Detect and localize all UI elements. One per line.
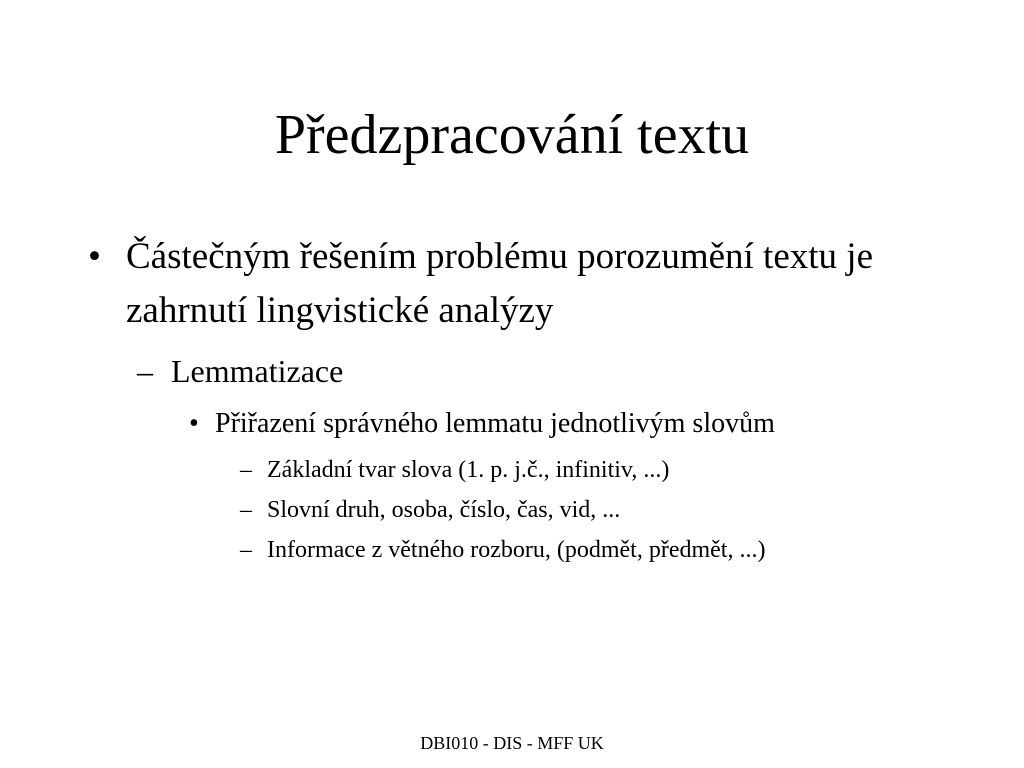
bullet-marker: •: [88, 236, 101, 277]
bullet-level-3: [189, 404, 775, 444]
bullet-text: Částečným řešením problému porozumění textu je zahrnutí lingvistické analýzy: [126, 236, 873, 331]
slide-title: Předzpracování textu: [274, 104, 750, 166]
bullet-text: Přiřazení správného lemmatu jednotlivým slovům: [215, 408, 775, 439]
dash-marker: –: [137, 353, 153, 389]
bullet-text: Informace z větného rozboru, (podmět, předmět, ...): [267, 537, 766, 563]
bullet-level-1: [88, 230, 968, 338]
bullet-level-2: [137, 348, 343, 394]
dash-marker: –: [240, 497, 252, 523]
bullet-level-4: [240, 453, 669, 487]
slide-footer: DBI010 - DIS - MFF UK: [420, 733, 604, 753]
bullet-level-4: [240, 533, 765, 567]
bullet-text: Lemmatizace: [171, 353, 344, 389]
dash-marker: –: [240, 537, 252, 563]
bullet-text: Základní tvar slova (1. p. j.č., infinitiv, ...): [267, 457, 670, 483]
bullet-level-4: [240, 493, 620, 527]
bullet-marker: •: [189, 408, 199, 439]
bullet-text: Slovní druh, osoba, číslo, čas, vid, ...: [267, 497, 621, 523]
dash-marker: –: [240, 457, 252, 483]
